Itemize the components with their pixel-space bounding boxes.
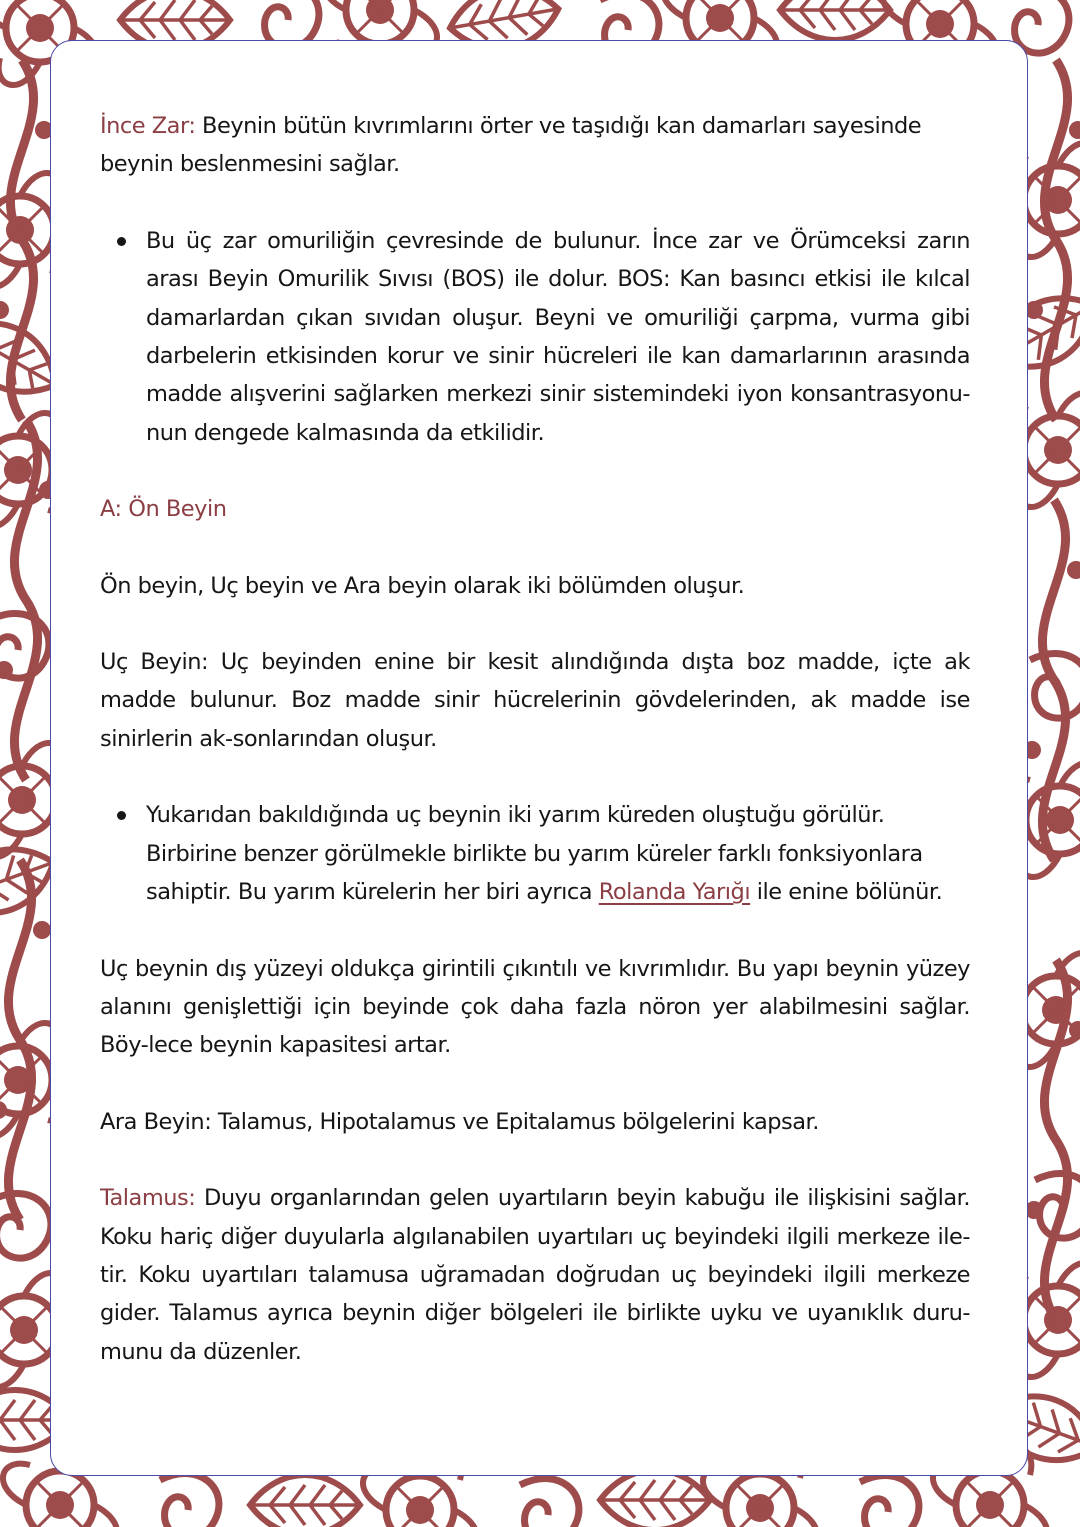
ara-beyin-paragraph: Ara Beyin: Talamus, Hipotalamus ve Epitalamus bölgelerini kapsar. (100, 1108, 819, 1135)
on-beyin-intro: Ön beyin, Uç beyin ve Ara beyin olarak iki bölümden oluşur. (100, 572, 745, 599)
yarim-kure-bullet (100, 796, 970, 911)
rolanda-yarigi-link[interactable]: Rolanda Yarığı (598, 879, 751, 906)
talamus-text: Duyu organlarından gelen uyartıların beyin kabuğu ile ilişkisini sağlar. Koku hariç diğer duyularla algılanabilen uyartıları uç beyindeki ilgili merkeze ile-tir. Koku uyartıları talamusa uğramadan doğrudan uç beyindeki ilgili merkeze gider. Talamus ayrıca beynin diğer bölgeleri ile birlikte uyku ve uyanıklık duru-munu da düzenler. (100, 1185, 970, 1365)
heading-on-beyin: A: Ön Beyin (100, 496, 227, 523)
bullet2-text-pre: Yukarıdan bakıldığında uç beynin iki yarım küreden oluştuğu görülür. Birbirine benzer görülmekle birlikte bu yarım küreler farklı fonksiyonlara sahiptir. Bu yarım kürelerin her biri ayrıca (146, 802, 923, 906)
ince-zar-label: İnce Zar: (100, 113, 196, 139)
talamus-paragraph (100, 1179, 970, 1371)
ince-zar-text: Beynin bütün kıvrımlarını örter ve taşıdığı kan damarları sayesinde beynin beslenmesini sağlar. (100, 113, 922, 178)
content-card (50, 40, 1028, 1476)
document-body (100, 107, 970, 1371)
ince-zar-paragraph (100, 107, 970, 184)
bullet2-text-post: ile enine bölünür. (750, 879, 943, 906)
uc-beyin-surface-paragraph: Uç beynin dış yüzeyi oldukça girintili çıkıntılı ve kıvrımlıdır. Bu yapı beynin yüzey alanını genişlettiği için beyinde çok daha fazla nöron yer alabilmesini sağlar. Böy-lece beynin kapasitesi artar. (100, 955, 970, 1059)
bos-bullet: Bu üç zar omuriliğin çevresinde de bulunur. İnce zar ve Örümceksi zarın arası Beyin Omurilik Sıvısı (BOS) ile dolur. BOS: Kan basıncı etkisi ile kılcal damarlardan çıkan sıvıdan oluşur. Beyni ve omuriliği çarpma, vurma gibi darbelerin etkisinden korur ve sinir hücreleri ile kan damarlarının arasında madde alışverini sağlarken merkezi sinir sistemindeki iyon konsantrasyonu-nun dengede kalmasında da etkilidir. (100, 222, 970, 452)
talamus-label: Talamus: (100, 1185, 196, 1212)
uc-beyin-paragraph: Uç Beyin: Uç beyinden enine bir kesit alındığında dışta boz madde, içte ak madde bulunur. Boz madde sinir hücrelerinin gövdelerinden, ak madde ise sinirlerin ak-sonlarından oluşur. (100, 649, 970, 752)
